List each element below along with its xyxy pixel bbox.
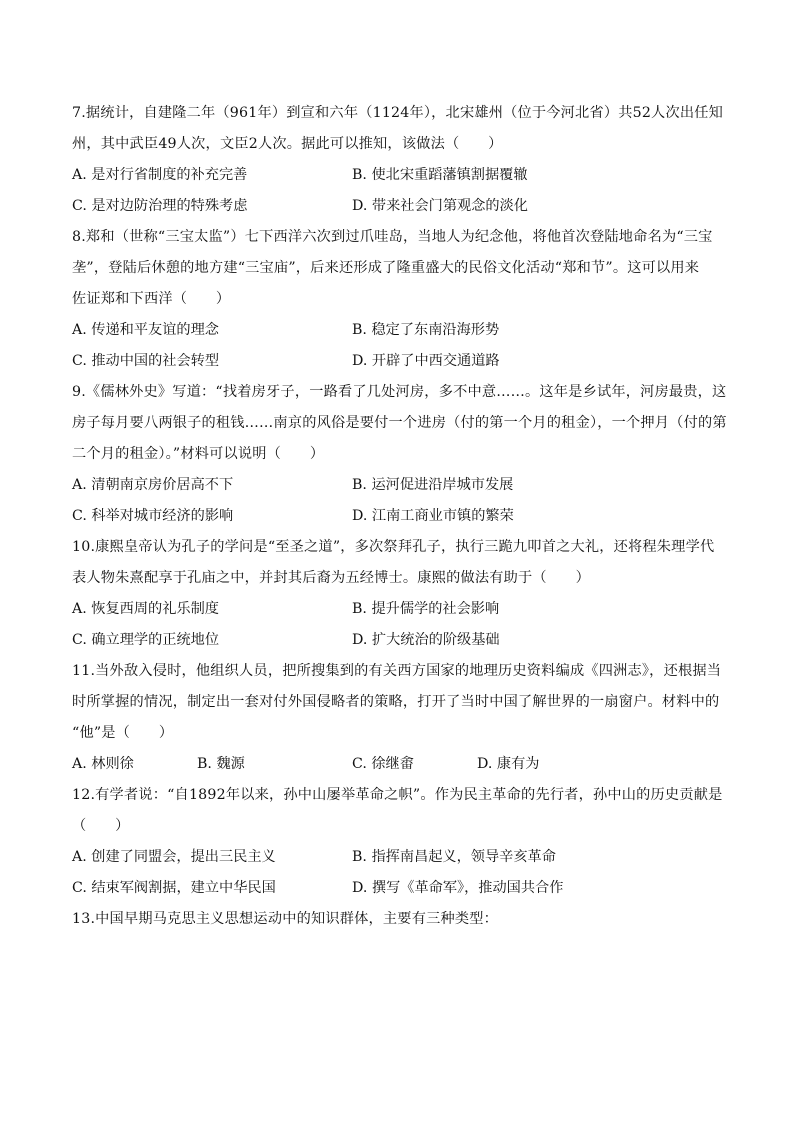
option-d[interactable]: D. 撰写《革命军》，推动国共合作 [352,880,564,896]
option-b[interactable]: B. 魏源 [197,756,245,772]
option-d[interactable]: D. 开辟了中西交通道路 [352,353,500,369]
options-row [72,191,722,222]
question-stem-line: 州，其中武臣49人次，文臣2人次。据此可以推知，该做法（ ） [72,136,503,152]
option-b[interactable]: B. 指挥南昌起义，领导辛亥革命 [352,849,556,865]
question-10 [72,532,722,656]
option-a[interactable]: A. 是对行省制度的补充完善 [72,167,248,183]
question-12 [72,780,722,904]
options-row [72,346,722,377]
question-stem-line: “他”是（ ） [72,725,174,741]
question-stem-line: 时所掌握的情况，制定出一套对付外国侵略者的策略，打开了当时中国了解世界的一扇窗户。材料中的 [72,694,720,710]
option-c[interactable]: C. 科举对城市经济的影响 [72,508,234,524]
option-a[interactable]: A. 传递和平友谊的理念 [72,322,219,338]
question-9 [72,377,727,532]
question-13 [72,904,722,935]
options-row [72,625,722,656]
question-7 [72,98,722,222]
option-d[interactable]: D. 扩大统治的阶级基础 [352,632,500,648]
option-c[interactable]: C. 推动中国的社会转型 [72,353,220,369]
options-row [72,873,722,904]
question-stem-line: 8.郑和（世称“三宝太监”）七下西洋六次到过爪哇岛，当地人为纪念他，将他首次登陆地命名为“三宝 [72,229,713,245]
option-b[interactable]: B. 使北宋重蹈藩镇割据覆辙 [352,167,528,183]
options-row [72,315,722,346]
options-row [72,470,722,501]
option-c[interactable]: C. 徐继畬 [352,756,414,772]
option-d[interactable]: D. 康有为 [477,756,540,772]
option-a[interactable]: A. 恢复西周的礼乐制度 [72,601,219,617]
question-stem-line: 12.有学者说：“自1892年以来，孙中山屡举革命之帜”。作为民主革命的先行者，孙中山的历史贡献是 [72,787,723,803]
options-row [72,842,722,873]
option-a[interactable]: A. 林则徐 [72,756,134,772]
question-stem-line: （ ） [72,818,130,834]
question-stem-line: 9.《儒林外史》写道：“找着房牙子，一路看了几处河房，多不中意……。这年是乡试年，河房最贵，这 [72,384,727,400]
option-b[interactable]: B. 运河促进沿岸城市发展 [352,477,514,493]
option-b[interactable]: B. 提升儒学的社会影响 [352,601,500,617]
options-row [72,594,722,625]
question-stem-line: 7.据统计，自建隆二年（961年）到宣和六年（1124年），北宋雄州（位于今河北省）共52人次出任知 [72,105,723,121]
question-11 [72,656,722,780]
option-d[interactable]: D. 江南工商业市镇的繁荣 [352,508,514,524]
question-stem-line: 13.中国早期马克思主义思想运动中的知识群体，主要有三种类型： [72,911,499,927]
question-stem-line: 房子每月要八两银子的租钱……南京的风俗是要付一个进房（付的第一个月的租金），一个押月（付的第 [72,415,727,431]
option-d[interactable]: D. 带来社会门第观念的淡化 [352,198,528,214]
option-b[interactable]: B. 稳定了东南沿海形势 [352,322,500,338]
options-row [72,749,722,780]
option-a[interactable]: A. 清朝南京房价居高不下 [72,477,234,493]
option-c[interactable]: C. 是对边防治理的特殊考虑 [72,198,248,214]
question-8 [72,222,722,377]
question-stem-line: 表人物朱熹配享于孔庙之中，并封其后裔为五经博士。康熙的做法有助于（ ） [72,570,590,586]
options-row [72,160,722,191]
question-stem-line: 佐证郑和下西洋（ ） [72,291,231,307]
option-c[interactable]: C. 结束军阀割据，建立中华民国 [72,880,276,896]
question-stem-line: 垄”，登陆后休憩的地方建“三宝庙”，后来还形成了隆重盛大的民俗文化活动“郑和节”。这可以用来 [72,260,700,276]
question-stem-line: 11.当外敌入侵时，他组织人员，把所搜集到的有关西方国家的地理历史资料编成《四洲志》，还根据当 [72,663,722,679]
option-c[interactable]: C. 确立理学的正统地位 [72,632,220,648]
question-stem-line: 二个月的租金）。”材料可以说明（ ） [72,446,325,462]
options-row [72,501,722,532]
option-a[interactable]: A. 创建了同盟会，提出三民主义 [72,849,276,865]
question-stem-line: 10.康熙皇帝认为孔子的学问是“至圣之道”，多次祭拜孔子，执行三跪九叩首之大礼，还将程朱理学代 [72,539,715,555]
